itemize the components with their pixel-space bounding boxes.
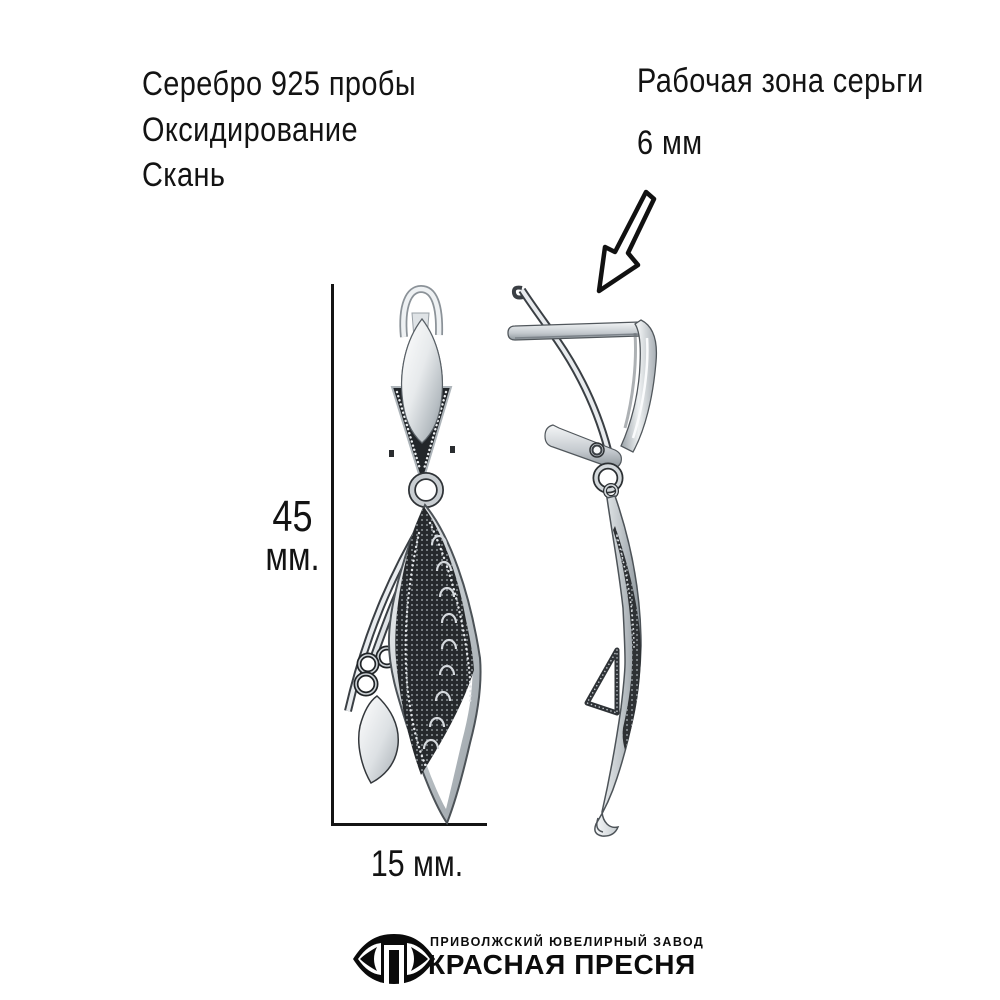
width-dimension-label: 15 мм. bbox=[370, 843, 464, 884]
working-zone-value: 6 мм bbox=[637, 124, 703, 162]
earring-front-view-photo bbox=[340, 283, 495, 843]
side-pin-bar bbox=[508, 322, 641, 340]
footer-brand-line: КРАСНАЯ ПРЕСНЯ bbox=[428, 949, 696, 980]
working-zone-label: Рабочая зона серьги bbox=[637, 62, 924, 100]
material-line: Серебро 925 пробы bbox=[142, 65, 417, 103]
footer-factory-line: ПРИВОЛЖСКИЙ ЮВЕЛИРНЫЙ ЗАВОД bbox=[430, 935, 705, 949]
side-latch-wire bbox=[514, 288, 608, 450]
side-filigree-triangle bbox=[587, 650, 617, 713]
earring-side-view-photo bbox=[495, 278, 670, 863]
brand-emblem-icon bbox=[352, 932, 436, 988]
front-polished-leaf bbox=[359, 696, 399, 783]
front-oxidized-v bbox=[389, 319, 455, 474]
height-value: 45 bbox=[272, 492, 313, 541]
front-connector-ring bbox=[412, 476, 440, 504]
material-notes bbox=[142, 62, 416, 199]
side-frame-member bbox=[621, 320, 656, 452]
technique-line: Скань bbox=[142, 156, 226, 194]
height-dimension-label bbox=[254, 492, 332, 579]
side-connector-ring bbox=[596, 466, 620, 497]
finish-line: Оксидирование bbox=[142, 110, 359, 149]
height-unit: мм. bbox=[265, 535, 320, 579]
